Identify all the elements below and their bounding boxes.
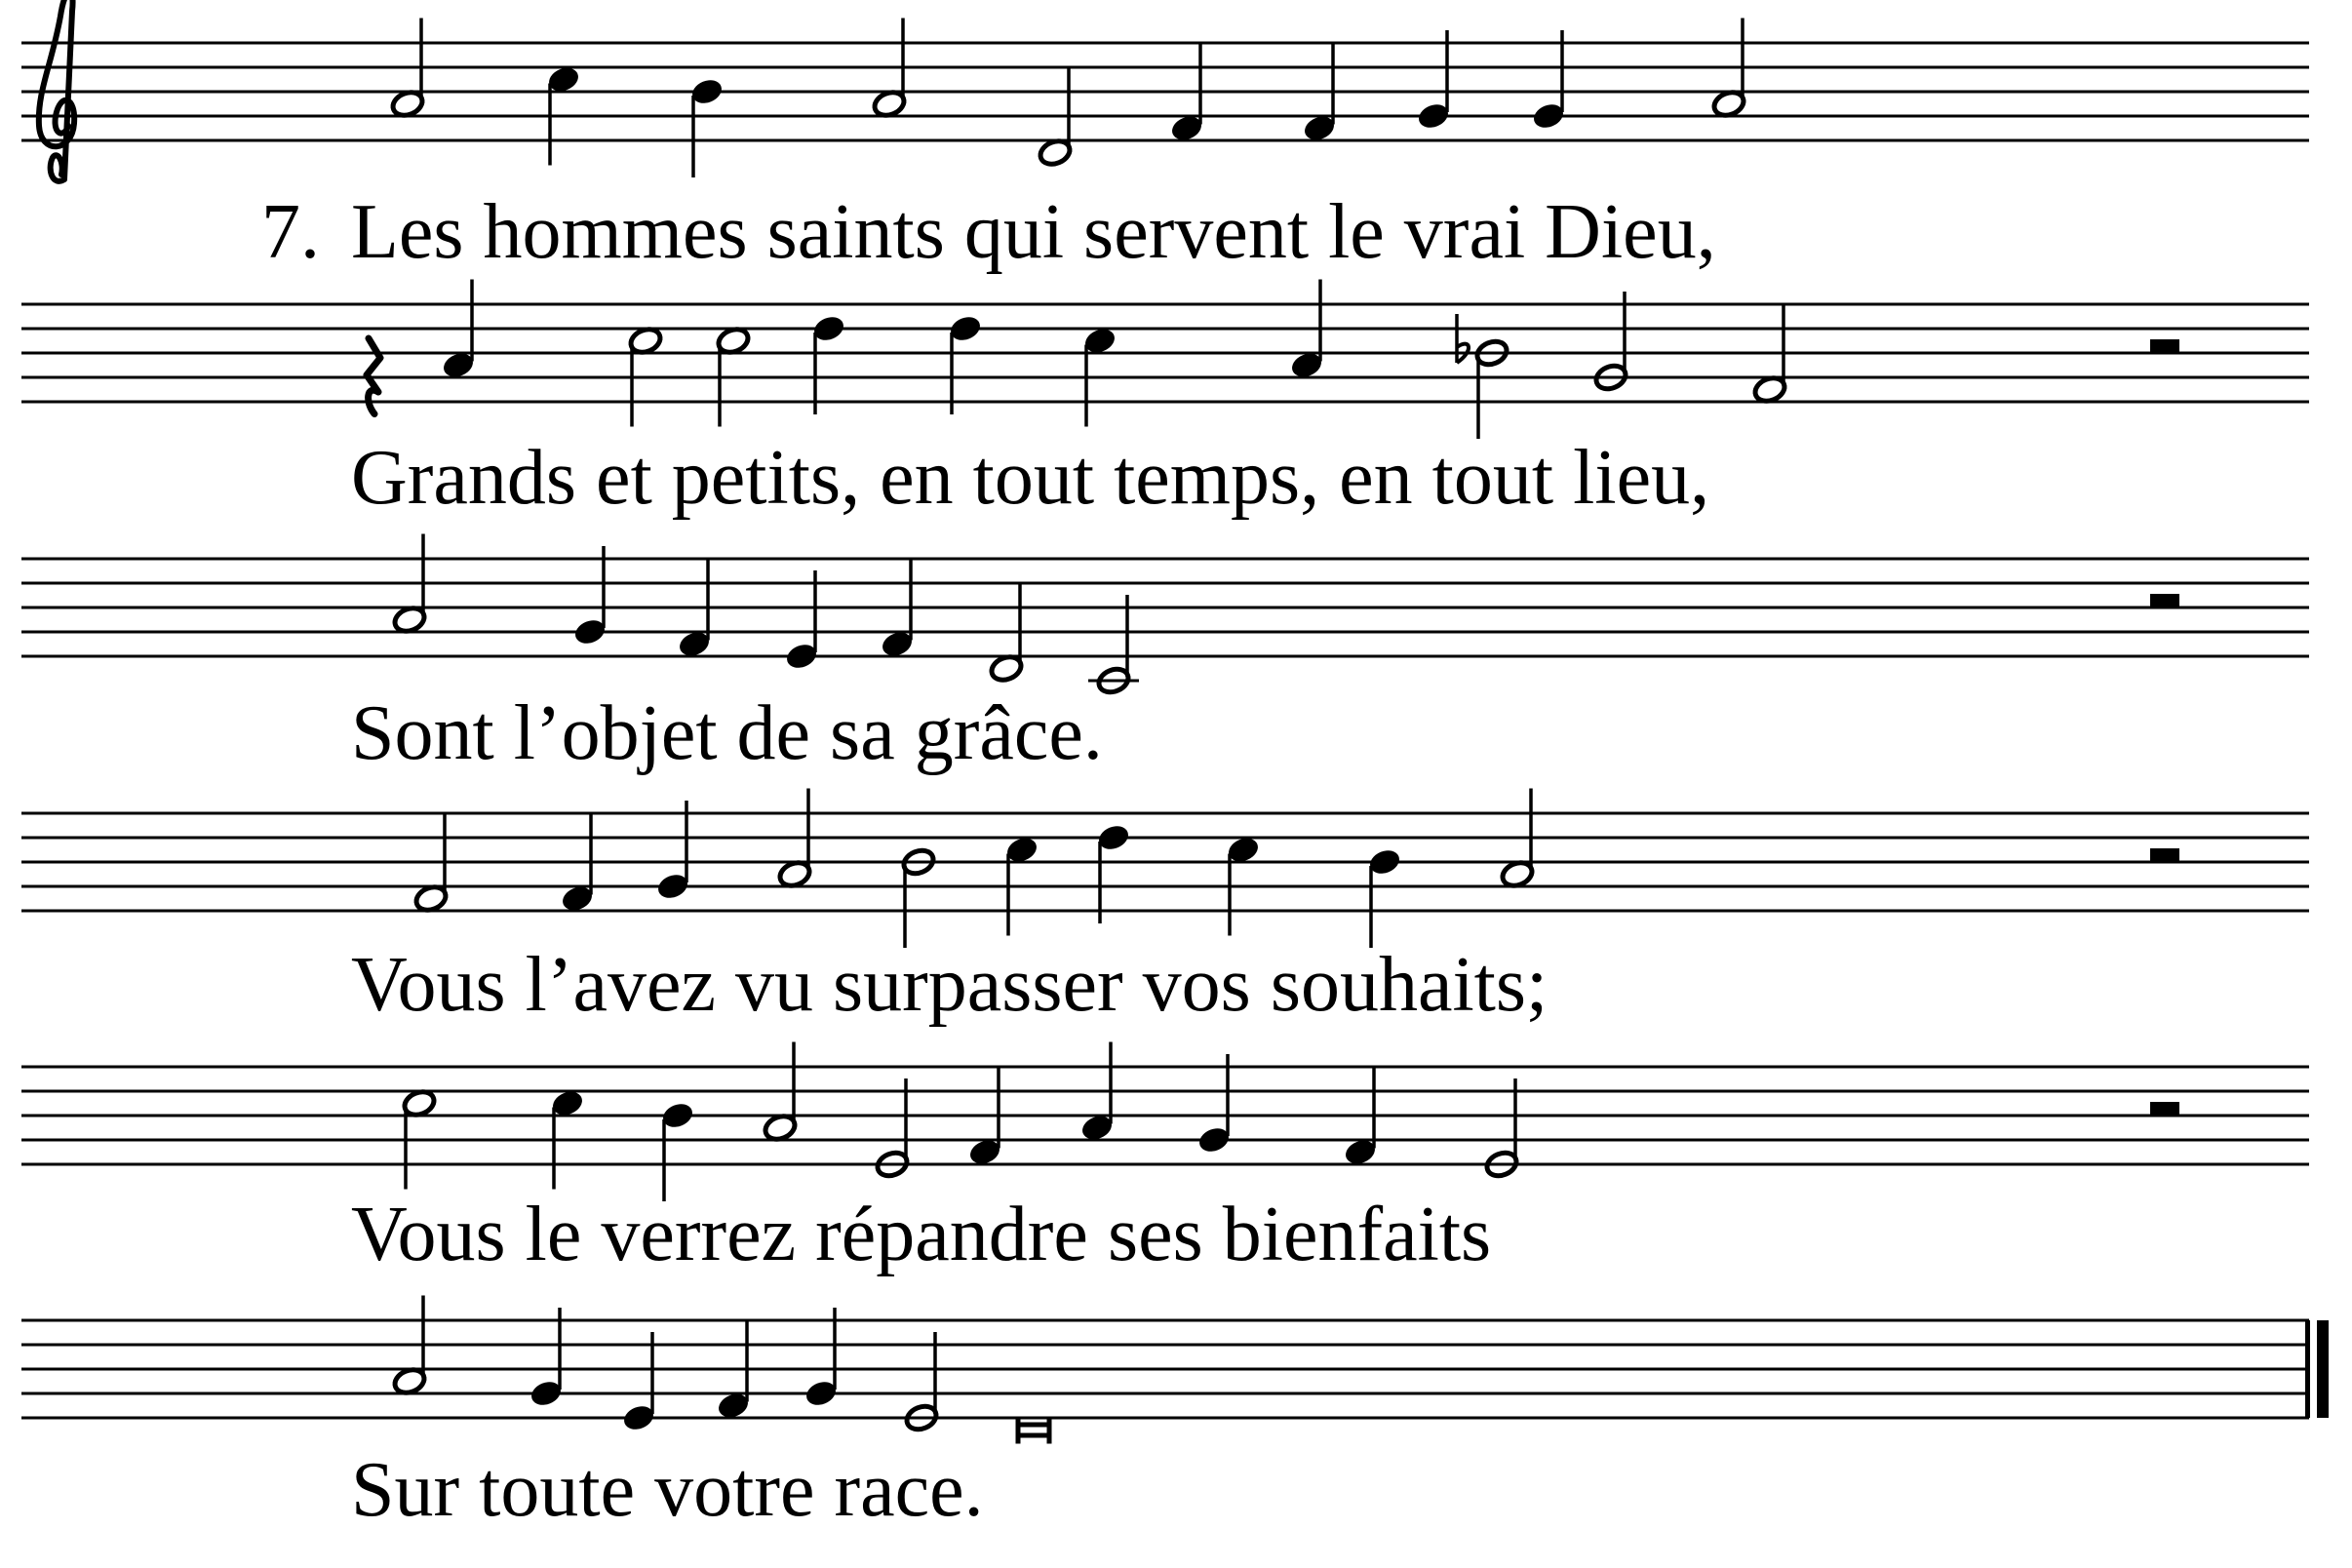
- half-rest: [2150, 1102, 2179, 1116]
- lyric-line-2: Grands et petits, en tout temps, en tout lieu,: [351, 435, 1710, 521]
- breve-bar: [1018, 1423, 1049, 1428]
- lyric-line-5: Vous le verrez répandre ses bienfaits: [351, 1192, 1492, 1277]
- half-rest: [2150, 339, 2179, 353]
- breve-bar: [1018, 1433, 1049, 1438]
- lyric-line-6: Sur toute votre race.: [351, 1447, 984, 1533]
- lyric-line-4: Vous l’avez vu surpasser vos souhaits;: [351, 942, 1548, 1028]
- barline-thick: [2317, 1320, 2329, 1418]
- half-rest: [2150, 848, 2179, 862]
- lyric-line-1: Les hommes saints qui servent le vrai Dieu,: [351, 189, 1716, 275]
- lyric-line-3: Sont l’objet de sa grâce.: [351, 690, 1103, 776]
- verse-number: 7.: [261, 189, 320, 275]
- barline-thin: [2305, 1320, 2310, 1418]
- half-rest: [2150, 594, 2179, 608]
